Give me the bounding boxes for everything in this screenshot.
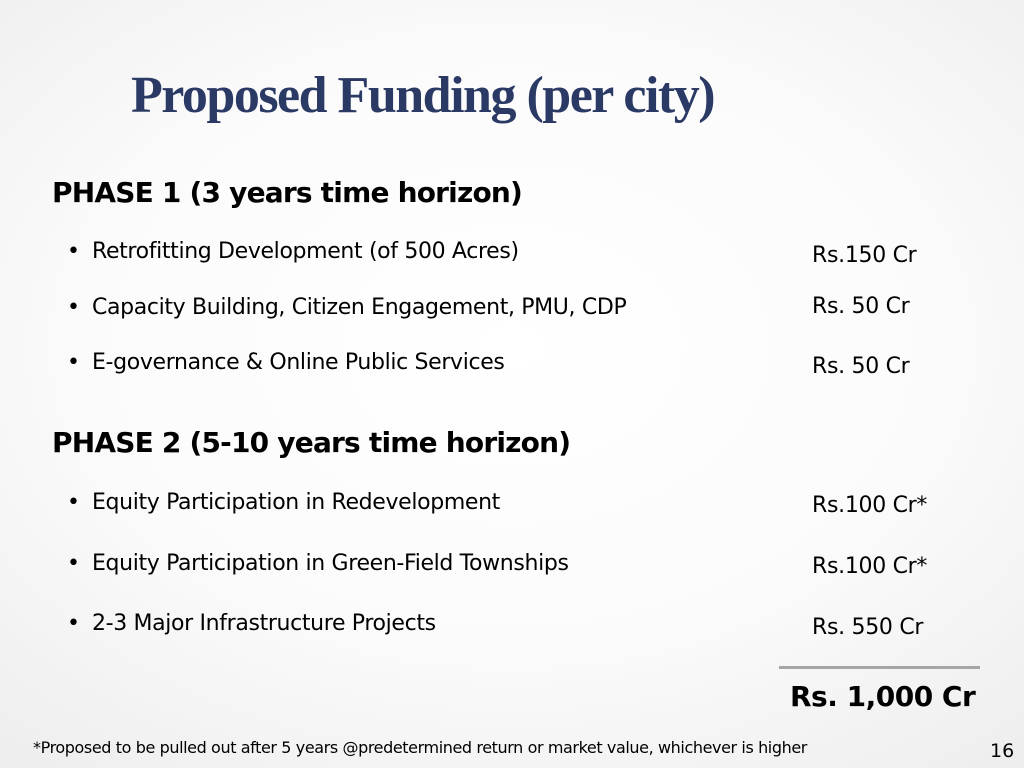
bullet-icon: • [67,551,80,576]
bullet-icon: • [67,295,80,320]
funding-item-amount: Rs.100 Cr* [812,493,928,518]
funding-item-label: Equity Participation in Green-Field Townships [92,551,569,576]
bullet-icon: • [67,239,80,264]
funding-item-amount: Rs.150 Cr [812,243,917,268]
total-divider [779,666,980,669]
funding-item-label: Equity Participation in Redevelopment [92,490,500,515]
funding-item-amount: Rs. 50 Cr [812,354,910,379]
funding-item-amount: Rs. 50 Cr [812,294,910,319]
phase2-heading: PHASE 2 (5-10 years time horizon) [52,426,571,459]
funding-item-label: E-governance & Online Public Services [92,350,505,375]
bullet-icon: • [67,611,80,636]
page-number: 16 [990,740,1015,762]
funding-item-label: Retrofitting Development (of 500 Acres) [92,239,519,264]
bullet-icon: • [67,350,80,375]
phase1-heading: PHASE 1 (3 years time horizon) [52,176,523,209]
funding-item-label: Capacity Building, Citizen Engagement, PMU, CDP [92,295,627,320]
slide-title: Proposed Funding (per city) [131,67,715,124]
funding-item-amount: Rs. 550 Cr [812,615,924,640]
funding-item-amount: Rs.100 Cr* [812,554,928,579]
footnote: *Proposed to be pulled out after 5 years @predetermined return or market value, whichever is higher [33,738,807,757]
bullet-icon: • [67,490,80,515]
funding-item-label: 2-3 Major Infrastructure Projects [92,611,436,636]
total-amount: Rs. 1,000 Cr [790,680,976,713]
